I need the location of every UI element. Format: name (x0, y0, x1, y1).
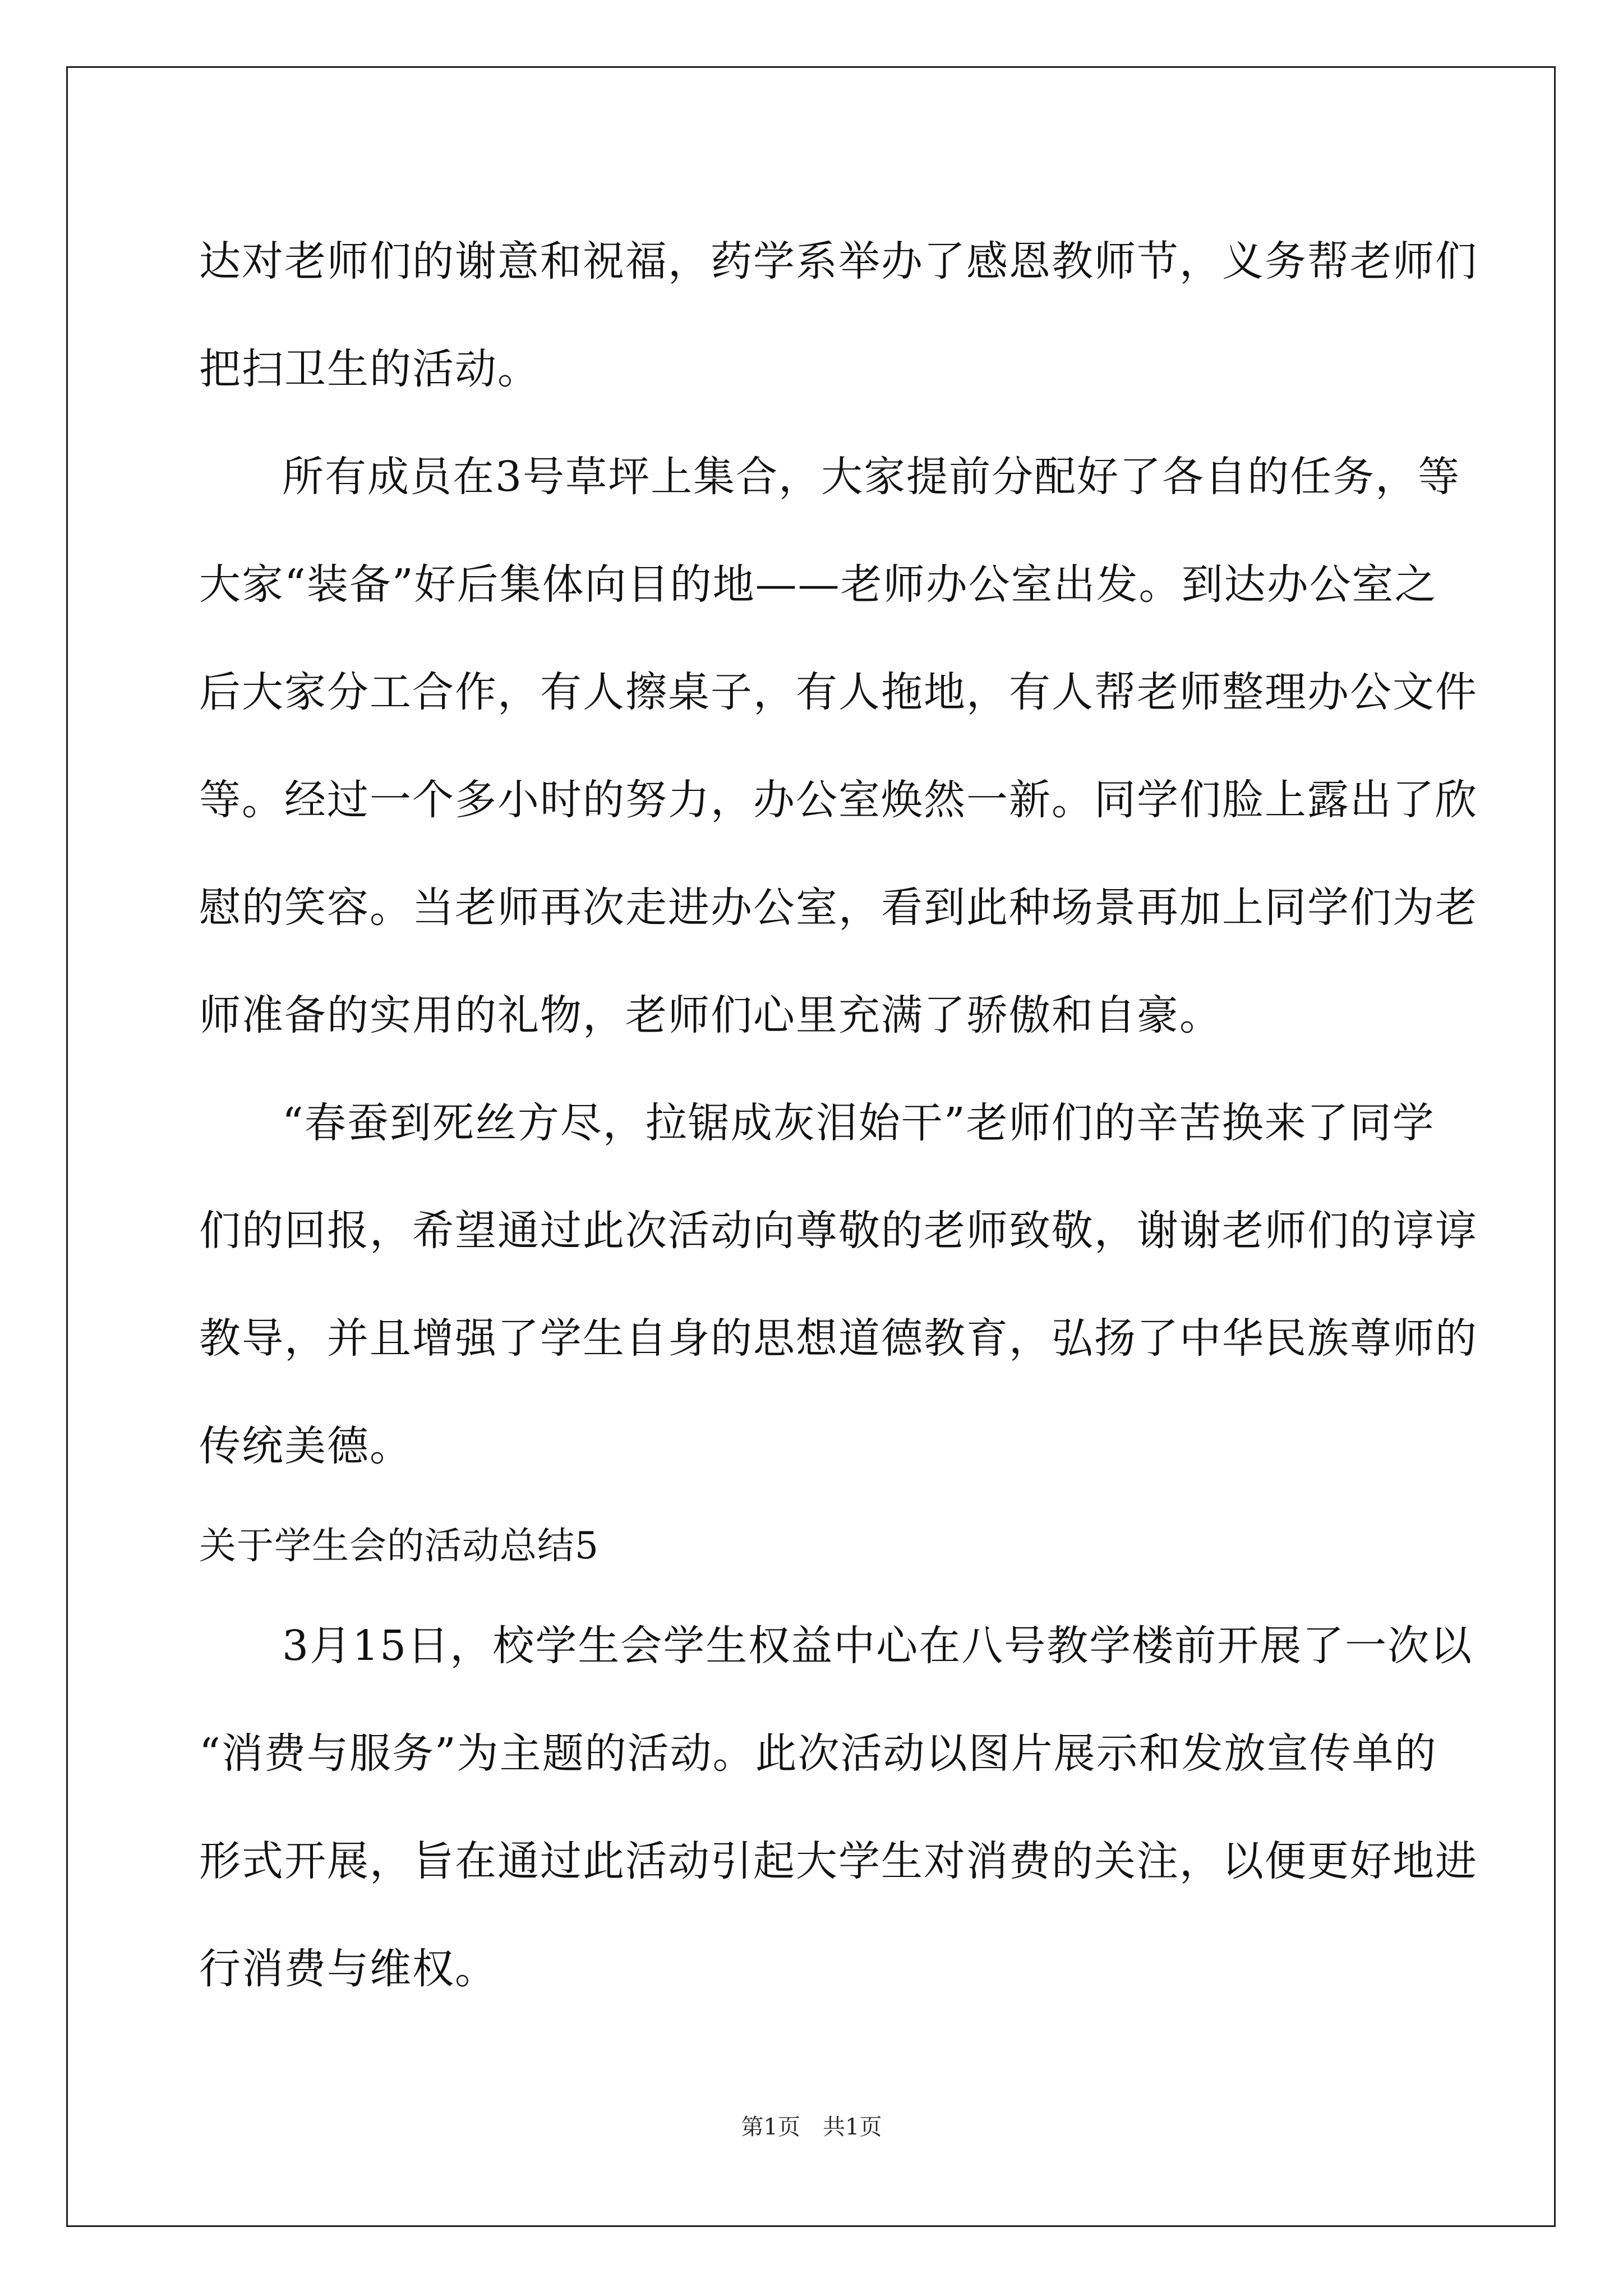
text-line: 3月15日，校学生会学生权益中心在八号教学楼前开展了一次以 (282, 1622, 1473, 1670)
text-line: 等。经过一个多小时的努力，办公室焕然一新。同学们脸上露出了欣 (199, 776, 1478, 824)
page-footer: 第1页 共1页 (741, 2114, 882, 2140)
text-line: “春蚕到死丝方尽，拉锯成灰泪始干”老师们的辛苦换来了同学 (282, 1099, 1435, 1147)
text-line: 行消费与维权。 (199, 1945, 497, 1993)
text-line: 达对老师们的谢意和祝福，药学系举办了感恩教师节，义务帮老师们 (199, 237, 1478, 286)
text-line: 后大家分工合作，有人擦桌子，有人拖地，有人帮老师整理办公文件 (199, 668, 1478, 716)
text-line: 教导，并且增强了学生自身的思想道德教育，弘扬了中华民族尊师的 (199, 1314, 1478, 1363)
text-line: 慰的笑容。当老师再次走进办公室，看到此种场景再加上同学们为老 (199, 884, 1478, 932)
text-line: 师准备的实用的礼物，老师们心里充满了骄傲和自豪。 (199, 991, 1222, 1039)
text-line: 所有成员在3号草坪上集合，大家提前分配好了各自的任务，等 (282, 453, 1461, 501)
section-heading: 关于学生会的活动总结5 (199, 1524, 599, 1567)
text-line: “消费与服务”为主题的活动。此次活动以图片展示和发放宣传单的 (199, 1729, 1437, 1778)
text-line: 大家“装备”好后集体向目的地——老师办公室出发。到达办公室之 (199, 560, 1437, 609)
text-line: 形式开展，旨在通过此活动引起大学生对消费的关注，以便更好地进 (199, 1837, 1478, 1885)
text-line: 传统美德。 (199, 1422, 412, 1470)
text-line: 们的回报，希望通过此次活动向尊敬的老师致敬，谢谢老师们的谆谆 (199, 1207, 1478, 1255)
text-line: 把扫卫生的活动。 (199, 345, 540, 393)
document-body (199, 208, 1478, 2023)
